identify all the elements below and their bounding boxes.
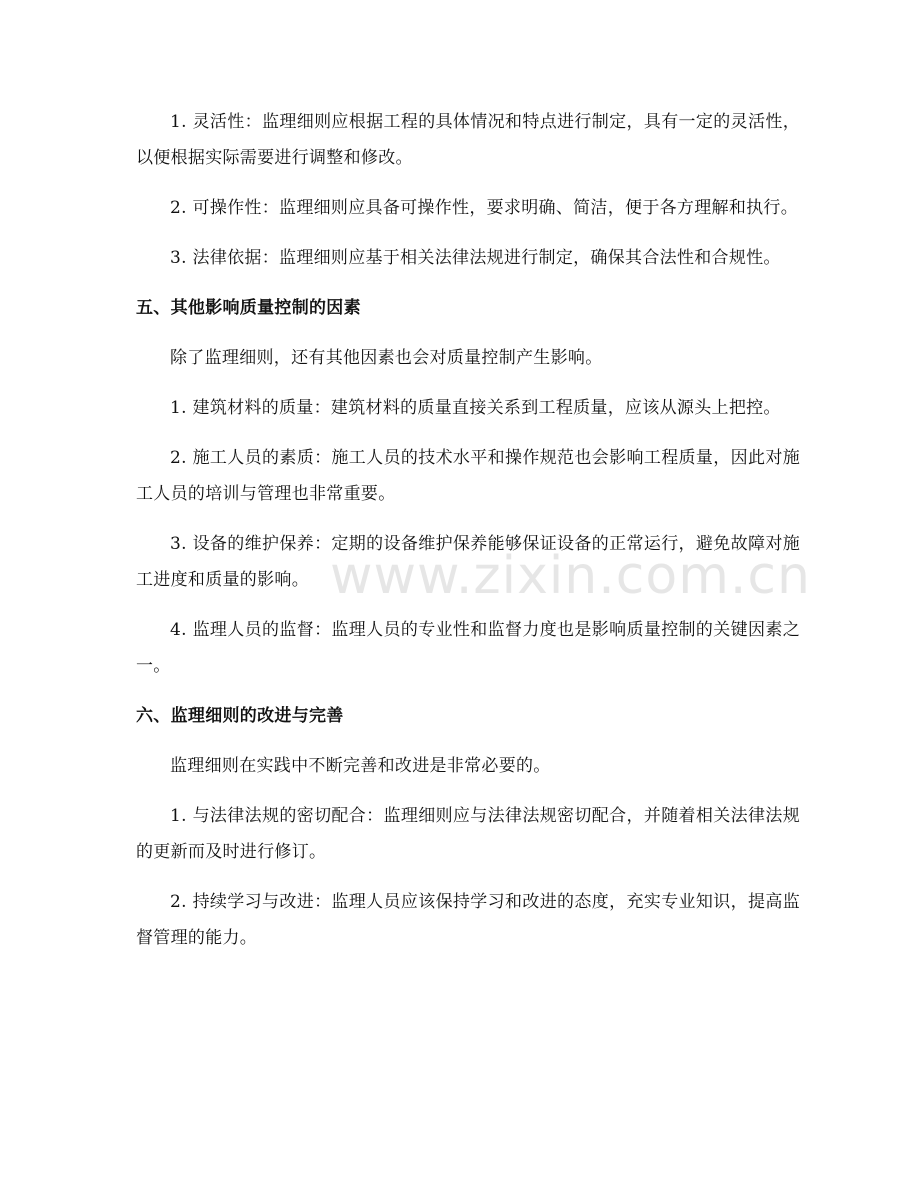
paragraph-equipment: 3. 设备的维护保养：定期的设备维护保养能够保证设备的正常运行，避免故障对施工进度和质量的影响。 [136, 534, 800, 590]
paragraph-legal-coordination: 1. 与法律法规的密切配合：监理细则应与法律法规密切配合，并随着相关法律法规的更新而及时进行修订。 [136, 806, 800, 862]
paragraph-legal-basis: 3. 法律依据：监理细则应基于相关法律法规进行制定，确保其合法性和合规性。 [170, 248, 781, 268]
paragraph-other-factors-intro: 除了监理细则，还有其他因素也会对质量控制产生影响。 [170, 348, 603, 368]
paragraph-improvement-intro: 监理细则在实践中不断完善和改进是非常必要的。 [170, 756, 551, 776]
paragraph-materials: 1. 建筑材料的质量：建筑材料的质量直接关系到工程质量，应该从源头上把控。 [170, 398, 781, 418]
document-body [136, 104, 800, 970]
section-heading-other-factors: 五、其他影响质量控制的因素 [136, 298, 361, 318]
section-heading-improvement: 六、监理细则的改进与完善 [136, 706, 344, 726]
paragraph-flexibility: 1. 灵活性：监理细则应根据工程的具体情况和特点进行制定，具有一定的灵活性，以便根据实际需要进行调整和修改。 [136, 112, 800, 168]
paragraph-continuous-learning: 2. 持续学习与改进：监理人员应该保持学习和改进的态度，充实专业知识，提高监督管理的能力。 [136, 892, 800, 948]
paragraph-operability: 2. 可操作性：监理细则应具备可操作性，要求明确、简洁，便于各方理解和执行。 [170, 198, 799, 218]
paragraph-workers: 2. 施工人员的素质：施工人员的技术水平和操作规范也会影响工程质量，因此对施工人员的培训与管理也非常重要。 [136, 448, 800, 504]
paragraph-supervision: 4. 监理人员的监督：监理人员的专业性和监督力度也是影响质量控制的关键因素之一。 [136, 620, 800, 676]
watermark: www.zixin.com.cn [330, 546, 811, 606]
